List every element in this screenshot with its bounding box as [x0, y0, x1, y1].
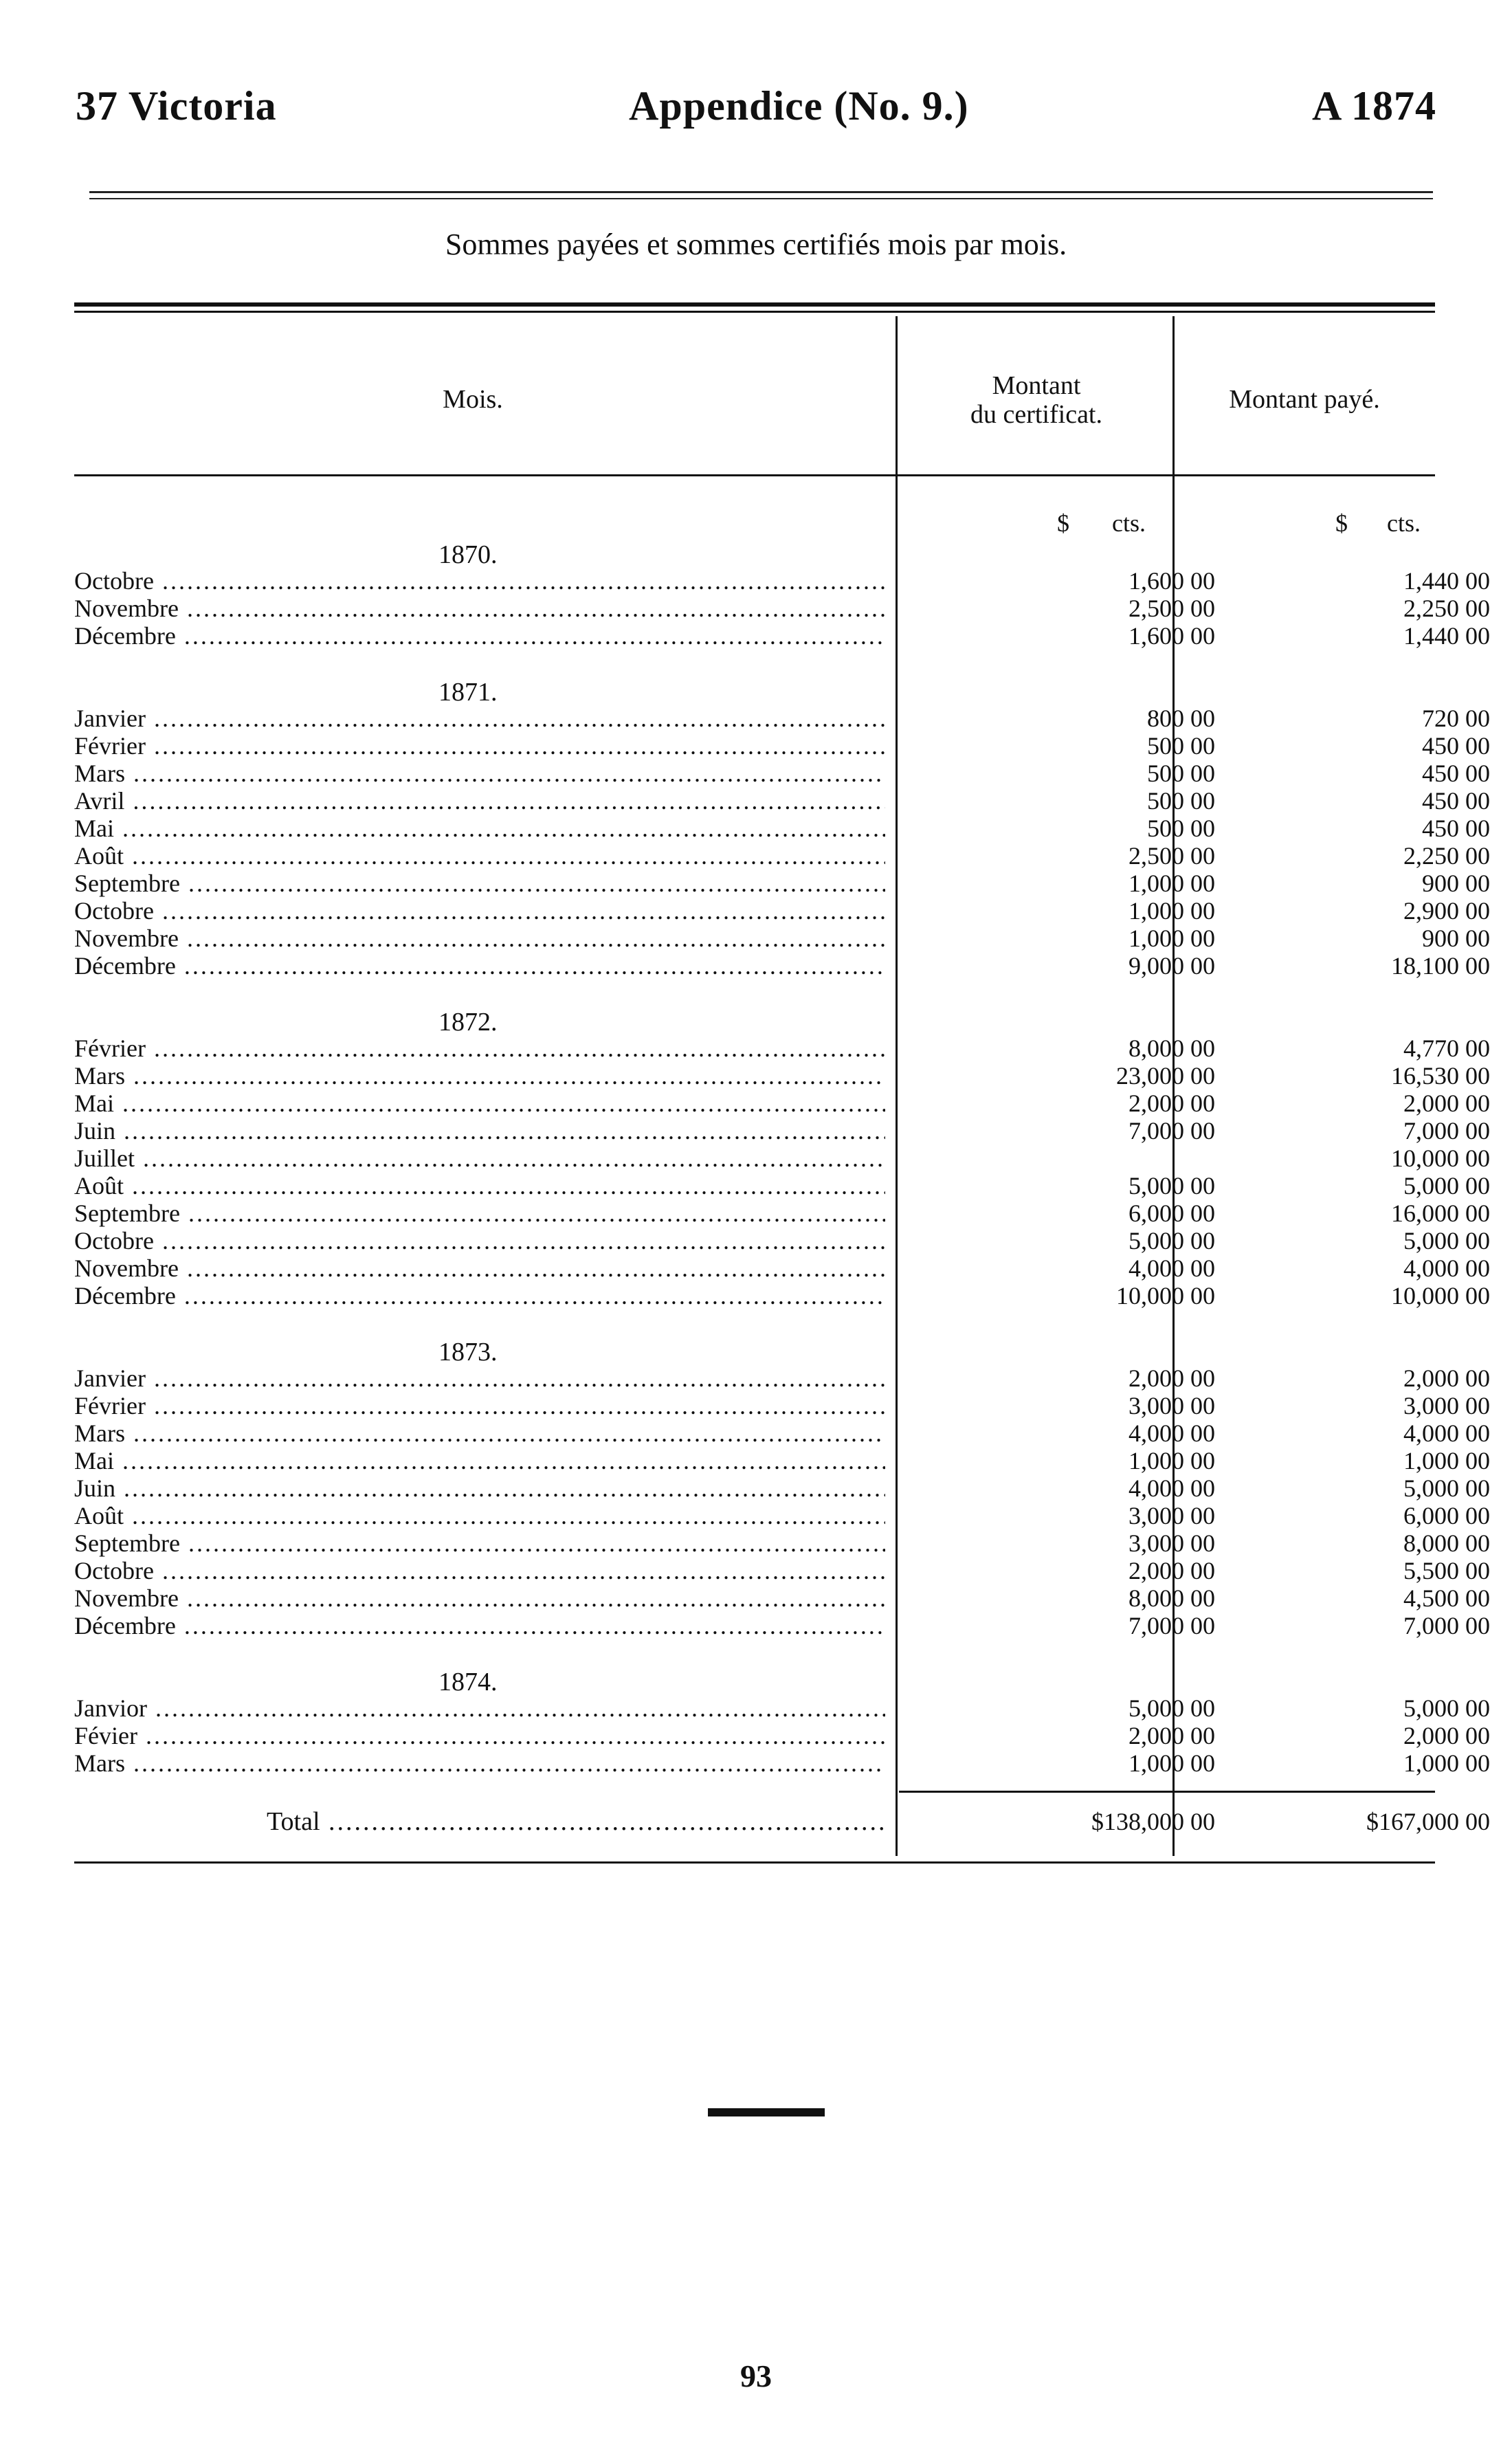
month-label: Septembre ..... — [74, 1529, 885, 1557]
certificate-amount: 800 00 — [1147, 705, 1215, 732]
header-separator-rule — [74, 474, 1435, 476]
certificate-amount: 4,000 00 — [1129, 1254, 1215, 1282]
year-heading: 1872. — [438, 1008, 498, 1037]
paid-dollar-unit: $ — [1335, 509, 1348, 537]
table-row — [74, 1254, 1490, 1282]
paid-amount: 4,000 00 — [1403, 1254, 1490, 1282]
month-label: Novembre ..... — [74, 1584, 885, 1612]
month-label: Janvior ..... — [74, 1694, 885, 1722]
month-label: Avril ..... — [74, 787, 885, 815]
certificate-amount: 5,000 00 — [1129, 1172, 1215, 1200]
month-label: Décembre ..... — [74, 1612, 885, 1639]
table-row — [74, 1502, 1490, 1529]
certificate-amount: 3,000 00 — [1129, 1502, 1215, 1529]
paid-amount: 2,250 00 — [1403, 595, 1490, 622]
month-label: Octobre ..... — [74, 1557, 885, 1584]
certificate-amount: 500 00 — [1147, 732, 1215, 760]
month-label: Août ..... — [74, 1502, 885, 1529]
paid-amount: 4,500 00 — [1403, 1584, 1490, 1612]
table-row — [74, 622, 1490, 650]
month-label: Juin ..... — [74, 1474, 885, 1502]
year-heading: 1871. — [438, 678, 498, 707]
table-row — [74, 897, 1490, 925]
month-label: Novembre ..... — [74, 925, 885, 952]
paid-amount: 4,770 00 — [1403, 1035, 1490, 1062]
certificate-amount: 2,500 00 — [1129, 842, 1215, 870]
paid-cents-unit: cts. — [1387, 509, 1421, 537]
paid-amount: 1,000 00 — [1403, 1749, 1490, 1777]
paid-amount: 5,000 00 — [1403, 1172, 1490, 1200]
certificate-amount: 1,600 00 — [1129, 567, 1215, 595]
month-label: Octobre ..... — [74, 567, 885, 595]
certificate-amount: 2,000 00 — [1129, 1722, 1215, 1749]
certificate-amount: 500 00 — [1147, 815, 1215, 842]
paid-amount: 7,000 00 — [1403, 1117, 1490, 1145]
certificate-amount: 9,000 00 — [1129, 952, 1215, 980]
column-header-certificate-line1: Montant — [992, 371, 1081, 400]
certificate-amount: 2,000 00 — [1129, 1557, 1215, 1584]
month-label: Mai ..... — [74, 815, 885, 842]
paid-amount: 16,530 00 — [1391, 1062, 1490, 1090]
table-row — [74, 1117, 1490, 1145]
month-label: Mai ..... — [74, 1090, 885, 1117]
paid-amount: 5,000 00 — [1403, 1227, 1490, 1254]
certificate-amount: 5,000 00 — [1129, 1227, 1215, 1254]
certificate-amount: 4,000 00 — [1129, 1419, 1215, 1447]
paid-amount: 2,900 00 — [1403, 897, 1490, 925]
paid-amount: 10,000 00 — [1391, 1282, 1490, 1309]
certificate-amount: 8,000 00 — [1129, 1584, 1215, 1612]
month-label: Août ..... — [74, 1172, 885, 1200]
certificate-amount: 7,000 00 — [1129, 1117, 1215, 1145]
paid-amount: 4,000 00 — [1403, 1419, 1490, 1447]
paid-amount: 1,440 00 — [1403, 567, 1490, 595]
header-appendix: Appendice (No. 9.) — [629, 83, 969, 129]
certificate-amount: 1,000 00 — [1129, 1749, 1215, 1777]
table-row — [74, 1062, 1490, 1090]
month-label: Février ..... — [74, 1035, 885, 1062]
month-label: Mai ..... — [74, 1447, 885, 1474]
paid-amount: 1,000 00 — [1403, 1447, 1490, 1474]
table-row — [74, 1694, 1490, 1722]
column-header-certificate — [899, 371, 1174, 429]
certificate-amount: 1,000 00 — [1129, 897, 1215, 925]
table-row — [74, 760, 1490, 787]
table-row — [74, 1722, 1490, 1749]
paid-amount: 6,000 00 — [1403, 1502, 1490, 1529]
month-label: Novembre ..... — [74, 1254, 885, 1282]
paid-amount: 720 00 — [1422, 705, 1490, 732]
year-heading: 1873. — [438, 1338, 498, 1367]
paid-amount: 7,000 00 — [1403, 1612, 1490, 1639]
certificate-amount: 2,000 00 — [1129, 1364, 1215, 1392]
month-label: Novembre ..... — [74, 595, 885, 622]
month-label: Mars ..... — [74, 760, 885, 787]
paid-amount: 8,000 00 — [1403, 1529, 1490, 1557]
table-row — [74, 1529, 1490, 1557]
running-header — [76, 82, 1436, 151]
table-row — [74, 1612, 1490, 1639]
paid-amount: 2,250 00 — [1403, 842, 1490, 870]
table-row — [74, 787, 1490, 815]
paid-amount: 18,100 00 — [1391, 952, 1490, 980]
month-label: Octobre ..... — [74, 1227, 885, 1254]
table-row — [74, 567, 1490, 595]
certificate-amount: 1,000 00 — [1129, 870, 1215, 897]
month-label: Janvier ..... — [74, 1364, 885, 1392]
month-label: Décembre ..... — [74, 952, 885, 980]
table-row — [74, 705, 1490, 732]
paid-amount: 10,000 00 — [1391, 1145, 1490, 1172]
certificate-amount: 3,000 00 — [1129, 1529, 1215, 1557]
month-label: Mars ..... — [74, 1062, 885, 1090]
paid-amount: 450 00 — [1422, 815, 1490, 842]
paid-amount: 900 00 — [1422, 870, 1490, 897]
table-row — [74, 870, 1490, 897]
certificate-amount: 5,000 00 — [1129, 1694, 1215, 1722]
certificate-cents-unit: cts. — [1112, 509, 1146, 537]
total-label: Total ..... — [267, 1808, 885, 1835]
month-label: Juillet ..... — [74, 1145, 885, 1172]
header-session: 37 Victoria — [76, 83, 277, 129]
column-header-month: Mois. — [443, 385, 503, 414]
month-label: Août ..... — [74, 842, 885, 870]
month-label: Janvier ..... — [74, 705, 885, 732]
total-certificate-amount: $138,000 00 — [1091, 1808, 1215, 1835]
certificate-amount: 4,000 00 — [1129, 1474, 1215, 1502]
certificate-amount: 6,000 00 — [1129, 1200, 1215, 1227]
table-row — [74, 1364, 1490, 1392]
total-paid-amount: $167,000 00 — [1366, 1808, 1490, 1835]
paid-amount: 450 00 — [1422, 787, 1490, 815]
page-number: 93 — [740, 2358, 772, 2394]
table-row — [74, 1145, 1490, 1172]
month-label: Octobre ..... — [74, 897, 885, 925]
table-row — [74, 815, 1490, 842]
table-row — [74, 1447, 1490, 1474]
table-row — [74, 1200, 1490, 1227]
header-year: A 1874 — [1311, 83, 1436, 129]
totals-rule — [899, 1791, 1435, 1793]
month-label: Juin ..... — [74, 1117, 885, 1145]
table-row — [74, 1392, 1490, 1419]
month-label: Décembre ..... — [74, 1282, 885, 1309]
header-rule — [89, 191, 1433, 193]
certificate-amount: 10,000 00 — [1116, 1282, 1215, 1309]
certificate-amount: 1,600 00 — [1129, 622, 1215, 650]
table-row — [74, 595, 1490, 622]
certificate-amount: 500 00 — [1147, 760, 1215, 787]
table-row — [74, 1584, 1490, 1612]
certificate-amount: 500 00 — [1147, 787, 1215, 815]
month-label: Septembre ..... — [74, 1200, 885, 1227]
table-row — [74, 1172, 1490, 1200]
certificate-amount: 1,000 00 — [1129, 1447, 1215, 1474]
certificate-amount: 8,000 00 — [1129, 1035, 1215, 1062]
year-heading: 1874. — [438, 1668, 498, 1696]
year-heading: 1870. — [438, 540, 498, 569]
month-label: Févier ..... — [74, 1722, 885, 1749]
paid-amount: 900 00 — [1422, 925, 1490, 952]
paid-amount: 16,000 00 — [1391, 1200, 1490, 1227]
table-top-rule — [74, 302, 1435, 307]
table-row — [74, 1419, 1490, 1447]
month-label: Décembre ..... — [74, 622, 885, 650]
table-row — [74, 1227, 1490, 1254]
header-rule-secondary — [89, 198, 1433, 199]
certificate-amount: 23,000 00 — [1116, 1062, 1215, 1090]
section-end-rule — [708, 2108, 825, 2116]
certificate-amount: 2,500 00 — [1129, 595, 1215, 622]
table-row — [74, 1035, 1490, 1062]
month-label: Mars ..... — [74, 1749, 885, 1777]
table-top-rule-thin — [74, 311, 1435, 313]
table-row — [74, 732, 1490, 760]
paid-amount: 450 00 — [1422, 732, 1490, 760]
table-row — [74, 842, 1490, 870]
table-row — [74, 1474, 1490, 1502]
certificate-amount: 3,000 00 — [1129, 1392, 1215, 1419]
table-row — [74, 925, 1490, 952]
paid-amount: 5,500 00 — [1403, 1557, 1490, 1584]
table-row — [74, 1557, 1490, 1584]
certificate-amount: 1,000 00 — [1129, 925, 1215, 952]
paid-amount: 2,000 00 — [1403, 1090, 1490, 1117]
column-header-certificate-line2: du certificat. — [970, 400, 1102, 429]
table-bottom-rule — [74, 1861, 1435, 1864]
paid-amount: 5,000 00 — [1403, 1694, 1490, 1722]
table-title: Sommes payées et sommes certifiés mois par mois. — [445, 228, 1067, 261]
certificate-dollar-unit: $ — [1057, 509, 1069, 537]
month-label: Février ..... — [74, 732, 885, 760]
column-header-paid: Montant payé. — [1229, 385, 1380, 414]
totals-row — [74, 1808, 1490, 1835]
paid-amount: 5,000 00 — [1403, 1474, 1490, 1502]
month-label: Février ..... — [74, 1392, 885, 1419]
table-row — [74, 952, 1490, 980]
table-row — [74, 1090, 1490, 1117]
paid-amount: 3,000 00 — [1403, 1392, 1490, 1419]
certificate-amount: 2,000 00 — [1129, 1090, 1215, 1117]
month-label: Mars ..... — [74, 1419, 885, 1447]
paid-amount: 450 00 — [1422, 760, 1490, 787]
paid-amount: 1,440 00 — [1403, 622, 1490, 650]
table-row — [74, 1282, 1490, 1309]
month-label: Septembre ..... — [74, 870, 885, 897]
table-row — [74, 1749, 1490, 1777]
certificate-amount: 7,000 00 — [1129, 1612, 1215, 1639]
paid-amount: 2,000 00 — [1403, 1722, 1490, 1749]
paid-amount: 2,000 00 — [1403, 1364, 1490, 1392]
